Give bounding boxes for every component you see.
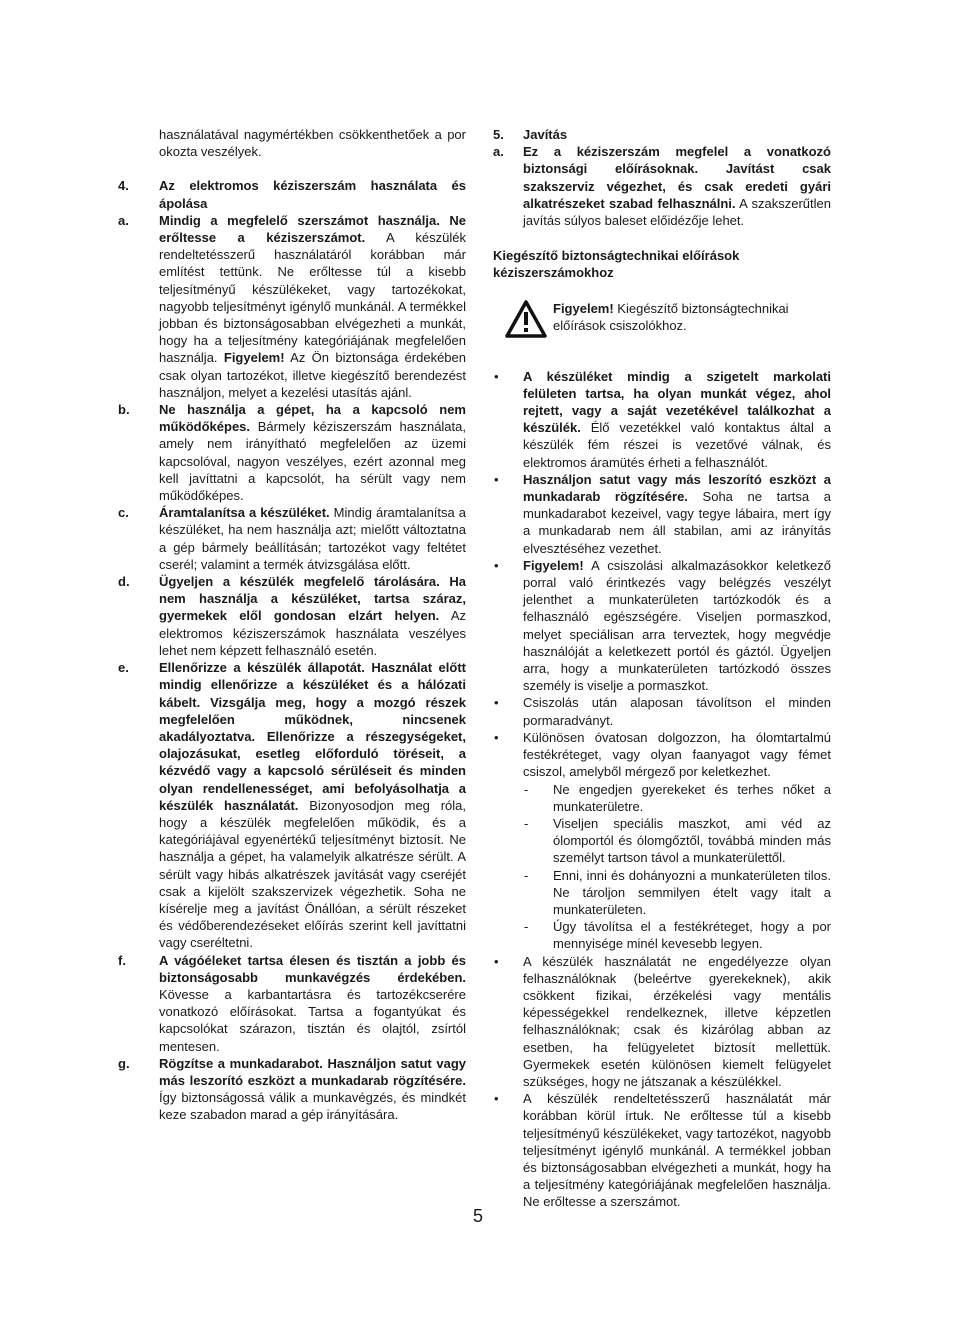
- item-bold: Ügyeljen a készülék megfelelő tárolására. Ha nem használja a készüléket, tartsa száraz, gyermekek elől gondosan elzárt helyen.: [159, 574, 466, 624]
- section-5-heading: [493, 126, 831, 143]
- item-text: A készülék rendeltetésszerű használatáról korábban már említést tettünk. Ne erőltesse túl a kisebb teljesítményű készülékeket, vagy tartozékokat, nagyobb teljesítményt igénylő munkánál. A termékkel jobban és biztonságosabban elvégezheti a munkát, hogy ha a teljesítmény kategóriájának megfelelően használja.: [159, 230, 466, 366]
- item-bold: Rögzítse a munkadarabot. Használjon satut vagy más leszorító eszközt a munkadarab rögzítésére.: [159, 1055, 466, 1088]
- intro-paragraph: használatával nagymértékben csökkenthetőek a por okozta veszélyek.: [159, 127, 466, 160]
- item-label: g.: [118, 1055, 130, 1071]
- item-text: Bármely kéziszerszám használata, amely nem irányítható megfelelően az üzemi kapcsolóval, nagyon veszélyes, ezért azonnal meg kell javíttatni a kapcsolót, ha sérült vagy nem működőképes.: [159, 419, 466, 504]
- dash-item-text: Ne engedjen gyerekeket és terhes nőket a munkaterületre.: [553, 781, 831, 814]
- dash-icon: -: [524, 919, 529, 935]
- bullet-icon: •: [494, 1091, 499, 1107]
- bullet-icon: •: [494, 471, 499, 487]
- list-item-bold: Használjon satut vagy más leszorító eszközt a munkadarab rögzítésére.: [523, 471, 831, 505]
- item-a: [118, 212, 466, 401]
- list-item-text: A készülék használatát ne engedélyezze olyan felhasználóknak (beleértve gyerekeknek), akik csökkent fizikai, érzékelési vagy mentális képességekkel rendelkeznek, illetve képzetlen felhasználóknak; csak és kizárólag abban az esetben, ha felügyeletet biztosít mellettük. Gyermekek esetén különösen kiemelt felügyelet szükséges, hogy ne játszanak a készülékkel.: [523, 953, 831, 1089]
- right-column: [493, 126, 831, 1211]
- dash-icon: -: [524, 867, 529, 883]
- item-bold: Ne használja a gépet, ha a kapcsoló nem működőképes.: [159, 402, 466, 435]
- warning-box: [493, 300, 831, 352]
- item-f: [118, 952, 466, 1055]
- item-label: d.: [118, 574, 130, 590]
- bullet-icon: •: [494, 557, 499, 573]
- item-text: Kövesse a karbantartásra és tartozékcserére vonatkozó előírásokat. Tartsa a fogantyúkat és kapcsolókat szárazon, tisztán és olajtól, zsírtól mentesen.: [159, 986, 466, 1054]
- section-title: Javítás: [523, 127, 568, 142]
- item-bold: Áramtalanítsa a készüléket.: [159, 505, 330, 521]
- item-bold: Ez a kéziszerszám megfelel a vonatkozó biztonsági előírásoknak. Javítást csak szakszerviz végezhet, és csak eredeti gyári alkatrészeket szabad felhasználni.: [523, 144, 831, 211]
- list-item: [493, 1090, 831, 1210]
- warning-text: [553, 300, 831, 334]
- item-label: e.: [118, 660, 129, 676]
- dash-item: [493, 815, 831, 867]
- list-item-text: Különösen óvatosan dolgozzon, ha ólomtartalmú festékréteget, vagy olyan faanyagot vagy fémet csiszol, amelyből mérgező por keletkezhet.: [523, 729, 831, 780]
- item-bold: Ellenőrizze a készülék állapotát. Használat előtt mindig ellenőrizze a készüléket és a hálózati kábelt. Vizsgálja meg, hogy a mozgó részek megfelelően működnek, nincsenek akadályoztatva. Ellenőrizze a részegységeket, olajozásukat, esetleg előforduló töréseit, a kézvédő vagy a kapcsoló sérüléseit és minden olyan rendellenességet, ami befolyásolhatja a készülék használatát.: [159, 660, 466, 813]
- list-item-text: Csiszolás után alaposan távolítson el minden pormaradványt.: [523, 695, 831, 728]
- bullet-icon: •: [494, 695, 499, 711]
- list-item-text: Soha ne tartsa a munkadarabot kezeivel, vagy tegye lábaira, mert így a munkadarab nem áll stabilan, ami az irányítás elvesztéséhez vezethet.: [523, 489, 831, 556]
- dash-item-text: Enni, inni és dohányozni a munkaterületen tilos. Ne tároljon semmilyen ételt vagy italt a munkaterületen.: [553, 867, 831, 917]
- left-column: [118, 126, 466, 1124]
- warning-triangle-icon: [505, 300, 547, 342]
- warning-body: Kiegészítő biztonságtechnikai előírások csiszolókhoz.: [553, 300, 789, 333]
- item-bold-2: Figyelem!: [223, 350, 285, 366]
- item-text-2: Az Ön biztonsága érdekében csak olyan tartozékot, illetve kiegészítő berendezést használjon, melyet a kezelési utasítás ajánl.: [159, 350, 466, 400]
- bullet-list: [493, 368, 831, 1211]
- section-title: Az elektromos kéziszerszám használata és ápolása: [159, 178, 466, 211]
- subheading: Kiegészítő biztonságtechnikai előírások kéziszerszámokhoz: [493, 248, 740, 281]
- dash-item: [493, 781, 831, 815]
- list-item: [493, 557, 831, 695]
- list-item-text: A csiszolási alkalmazásokkor keletkező porral való érintkezés vagy belégzés veszélyt jelenthet a munkaterületen tartózkodók és a felhasználó egészségére. Viseljen pormaszkod, melyet speciálisan arra terveztek, hogy megvédje használóját a keletkezett portól és gáztól. Ügyeljen arra, hogy a munkaterületen tartózkodó összes személy is viselje a pormaszkot.: [523, 557, 831, 694]
- item-bold: Mindig a megfelelő szerszámot használja. Ne erőltesse a kéziszerszámot.: [159, 212, 466, 246]
- item-text: Így biztonságossá válik a munkavégzés, és mindkét keze szabadon marad a gép irányítására.: [159, 1090, 466, 1123]
- dash-icon: -: [524, 781, 529, 797]
- item-bold: A vágóéleket tartsa élesen és tisztán a jobb és biztonságosabb munkavégzés érdekében.: [159, 952, 466, 985]
- item-d: [118, 573, 466, 659]
- section-number: 5.: [493, 127, 504, 142]
- item-e: [118, 659, 466, 951]
- dash-item: [493, 918, 831, 952]
- list-item: [493, 729, 831, 781]
- warning-bold: Figyelem!: [553, 300, 614, 316]
- item-b: [118, 401, 466, 504]
- list-item-text: A készülék rendeltetésszerű használatát már korábban körül írtuk. Ne erőltesse túl a kisebb teljesítményű készülékeket, vagy tartozékot, nagyobb teljesítményt igénylő munkánál. A termékkel jobban és biztonságosabban elvégezheti a munkát, hogy ha a teljesítmény kategóriájának megfelelően használja. Ne erőltesse a szerszámot.: [523, 1091, 831, 1210]
- dash-item-text: Úgy távolítsa el a festékréteget, hogy a por mennyisége minél kevesebb legyen.: [553, 919, 831, 952]
- item-text: Mindig áramtalanítsa a készüléket, ha nem használja azt; mielőtt változtatna a gép bármely beállításán; tartozékot vagy feltétet cserél; valamint a termék átvizsgálása előtt.: [159, 505, 467, 572]
- list-item: [493, 471, 831, 557]
- section-4-heading: [118, 177, 466, 211]
- page-number: 5: [473, 1206, 484, 1226]
- list-item: [493, 368, 831, 471]
- dash-icon: -: [524, 815, 529, 831]
- bullet-icon: •: [494, 368, 499, 384]
- list-item: [493, 953, 831, 1091]
- list-item: [493, 694, 831, 728]
- item-g: [118, 1055, 466, 1124]
- item-c: [118, 504, 466, 573]
- item-label: f.: [118, 952, 126, 968]
- dash-item-text: Viseljen speciális maszkot, ami véd az ólomportól és ólomgőztől, továbbá minden más személyt tartson távol a munkaterülettől.: [553, 815, 831, 866]
- list-item-bold: A készüléket mindig a szigetelt markolati felületen tartsa, ha olyan munkát végez, ahol rejtett, vagy a saját vezetékével találkozhat a készülék.: [523, 368, 831, 436]
- item-label: b.: [118, 402, 130, 418]
- item-label: c.: [118, 505, 129, 521]
- item-label: a.: [493, 144, 504, 160]
- section-number: 4.: [118, 178, 129, 194]
- bullet-icon: •: [494, 729, 499, 745]
- item-text: Bizonyosodjon meg róla, hogy a készülék megfelelően működik, és a kategóriájával egyenértékű teljesítményt biztosít. Ne használja a gépet, ha valamelyik alkatrésze sérült. A sérült vagy hibás alkatrészek javítását vagy cseréjét csak a kijelölt szakszervizek végezhetik. Soha ne kísérelje meg a javítást Önállóan, a sérült részeket és védőberendezéseket előírás szerint kell javíttatni vagy cseréltetni.: [159, 797, 466, 951]
- item-label: a.: [118, 212, 129, 228]
- list-item-text: Élő vezetékkel való kontaktus által a készülék fém részei is vezetővé válnak, és elektromos áramütés érheti a felhasználót.: [523, 420, 831, 470]
- bullet-icon: •: [494, 953, 499, 969]
- item-text: A szakszerűtlen javítás súlyos baleset előidézője lehet.: [523, 195, 831, 229]
- list-item-bold: Figyelem!: [523, 557, 584, 573]
- item-text: Az elektromos kéziszerszámok használata veszélyes lehet nem képzett felhasználó esetén.: [159, 608, 466, 658]
- repair-item-a: [493, 143, 831, 229]
- dash-item: [493, 867, 831, 919]
